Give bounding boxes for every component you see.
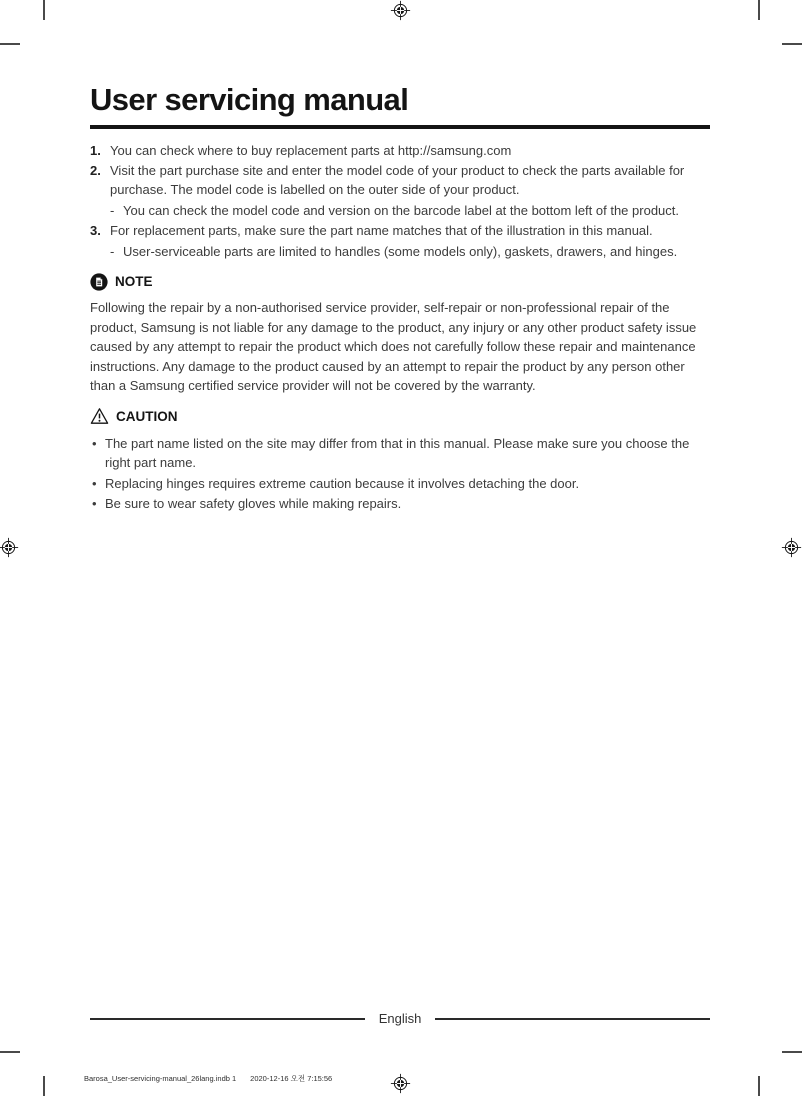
crop-mark-top-right-v [758,0,760,20]
page-title: User servicing manual [90,82,409,117]
caution-heading [90,407,710,426]
footer-language-label: English [378,1011,422,1026]
instruction-list [90,141,710,261]
dash-marker: - [110,243,115,259]
crop-mark-bottom-right-h [782,1051,802,1053]
list-item [90,221,710,240]
note-heading [90,272,710,291]
list-item [90,161,710,200]
crop-mark-top-left-h [0,43,20,45]
print-slug [84,1073,346,1084]
crop-mark-bottom-left-v [43,1076,45,1096]
print-slug-filename: Barosa_User-servicing-manual_26lang.indb 1 [84,1074,237,1083]
list-subitem [90,201,710,220]
list-item [90,141,710,160]
print-slug-timestamp: 2020-12-16 오전 7:15:56 [250,1074,333,1083]
page-footer [90,1011,710,1026]
warning-triangle-icon [90,407,109,425]
list-item-number: 2. [90,163,101,179]
note-body: Following the repair by a non-authorised service provider, self-repair or non-professional repair of the product, Samsung is not liable for any damage to the product, any injury or any other product safety issue caused by any attempt to repair the product which does not carefully follow these repair and maintenance instructions. Any damage to the product caused by an attempt to repair the product by any person other than a Samsung certified service provider will not be covered by the warranty. [90,300,697,394]
list-item-text: You can check where to buy replacement parts at http://samsung.com [110,142,512,158]
caution-bullet-text: Replacing hinges requires extreme caution because it involves detaching the door. [105,475,580,491]
list-subitem-text: You can check the model code and version on the barcode label at the bottom left of the product. [123,202,679,218]
caution-label: CAUTION [116,408,178,424]
footer-rule-left [90,1018,365,1020]
crop-mark-bottom-right-v [758,1076,760,1096]
dash-marker: - [110,202,115,218]
page-content [90,82,710,515]
crop-mark-top-left-v [43,0,45,20]
bullet-marker: • [92,475,97,491]
list-item-text: Visit the part purchase site and enter the model code of your product to check the parts available for purchase. The model code is labelled on the outer side of your product. [110,163,685,198]
crop-mark-bottom-left-h [0,1051,20,1053]
note-icon [90,273,108,291]
caution-bullet-text: Be sure to wear safety gloves while making repairs. [105,496,402,512]
list-subitem [90,242,710,261]
bullet-marker: • [92,435,97,451]
caution-list [90,434,710,514]
registration-mark-bottom [390,1073,411,1094]
caution-bullet [90,434,710,473]
caution-bullet [90,474,710,493]
bullet-marker: • [92,496,97,512]
registration-mark-left [0,537,19,558]
caution-bullet [90,494,710,513]
registration-mark-top [390,0,411,21]
list-item-number: 1. [90,142,101,158]
list-subitem-text: User-serviceable parts are limited to handles (some models only), gaskets, drawers, and hinges. [123,243,678,259]
list-item-number: 3. [90,223,101,239]
registration-mark-right [781,537,802,558]
title-rule [90,125,710,129]
note-label: NOTE [115,274,153,290]
list-item-text: For replacement parts, make sure the part name matches that of the illustration in this manual. [110,223,653,239]
crop-mark-top-right-h [782,43,802,45]
caution-bullet-text: The part name listed on the site may differ from that in this manual. Please make sure you choose the right part name. [105,435,690,471]
footer-rule-right [435,1018,710,1020]
